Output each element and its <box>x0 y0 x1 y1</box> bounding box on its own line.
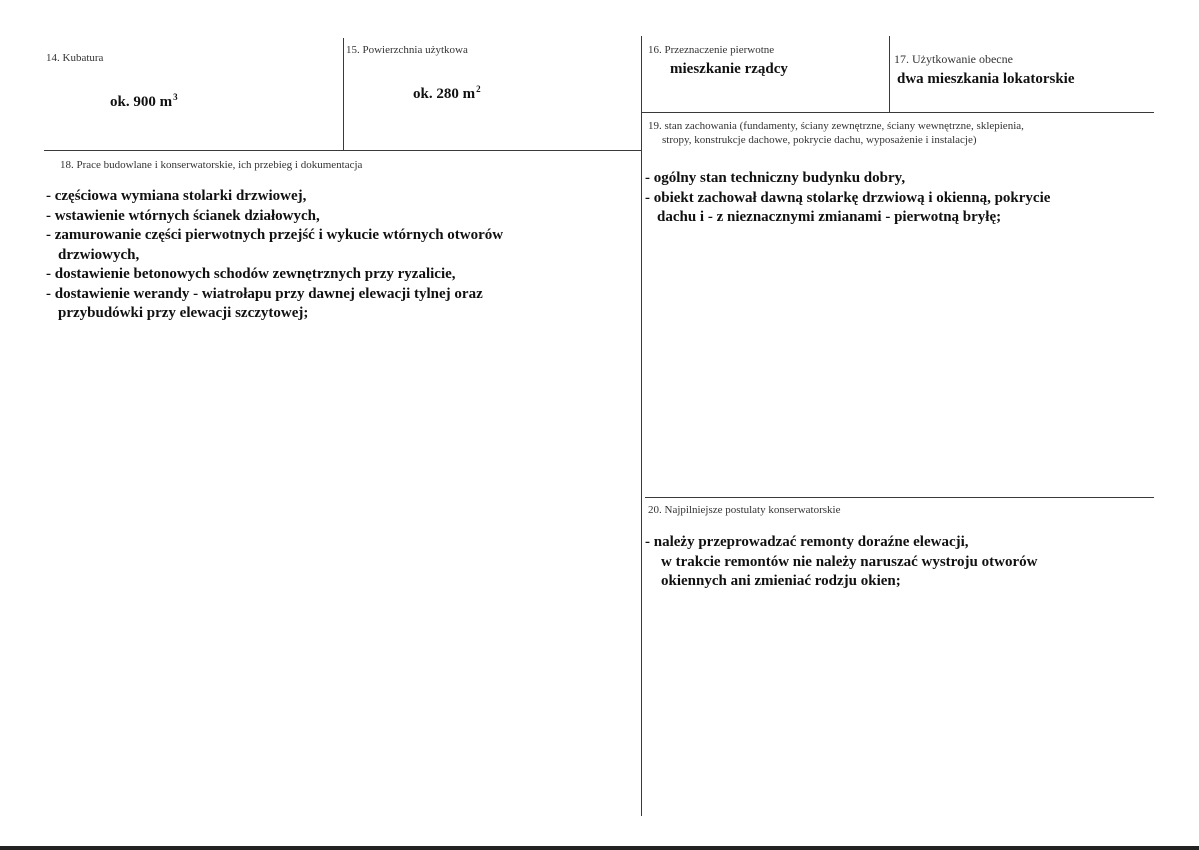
divider-left-horizontal <box>44 150 641 151</box>
field-15-value <box>413 80 481 104</box>
divider-15-16 <box>641 36 642 816</box>
field-20-line: - należy przeprowadzać remonty doraźne elewacji, <box>645 534 969 550</box>
field-20-line: okiennych ani zmieniać rodzju okien; <box>661 573 901 589</box>
field-14-value <box>110 88 178 112</box>
field-18-line: drzwiowych, <box>58 246 140 263</box>
field-18-line: - wstawienie wtórnych ścianek działowych, <box>46 207 320 224</box>
field-17-value: dwa mieszkania lokatorskie <box>897 71 1075 87</box>
field-17-label: 17. Użytkowanie obecne <box>894 52 1013 66</box>
field-18-line: - zamurowanie części pierwotnych przejść i wykucie wtórnych otworów <box>46 227 504 243</box>
field-20-list <box>645 533 1037 592</box>
divider-right-mid-horizontal <box>645 497 1154 498</box>
field-15-label: 15. Powierzchnia użytkowa <box>346 44 468 56</box>
field-18-list <box>46 187 503 324</box>
field-16-label: 16. Przeznaczenie pierwotne <box>648 44 775 56</box>
field-19-line: dachu i - z nieznacznymi zmianami - pierwotną bryłę; <box>657 209 1002 225</box>
field-19-line: - ogólny stan techniczny budynku dobry, <box>645 170 906 186</box>
field-14-label: 14. Kubatura <box>46 52 104 64</box>
field-18-line: - dostawienie werandy - wiatrołapu przy dawnej elewacji tylnej oraz <box>46 285 483 302</box>
field-14-value-text: ok. 900 m <box>110 94 173 110</box>
field-19-line: - obiekt zachował dawną stolarkę drzwiową i okienną, pokrycie <box>645 189 1051 206</box>
field-18-label: 18. Prace budowlane i konserwatorskie, ich przebieg i dokumentacja <box>60 159 363 171</box>
divider-14-15 <box>343 38 344 151</box>
field-16-value: mieszkanie rządcy <box>670 61 788 77</box>
divider-right-top-horizontal <box>641 112 1154 113</box>
field-18-line: - dostawienie betonowych schodów zewnętrznych przy ryzalicie, <box>46 266 456 282</box>
field-19-label-line1: 19. stan zachowania (fundamenty, ściany zewnętrzne, ściany wewnętrzne, sklepienia, <box>648 120 1024 132</box>
field-20-line: w trakcie remontów nie należy naruszać wystroju otworów <box>661 553 1038 570</box>
field-14-unit-superscript: 3 <box>173 92 178 102</box>
divider-16-17 <box>889 36 890 112</box>
field-19-list <box>645 169 1050 228</box>
field-18-line: przybudówki przy elewacji szczytowej; <box>58 305 309 321</box>
scan-bottom-edge <box>0 846 1199 850</box>
field-18-line: - częściowa wymiana stolarki drzwiowej, <box>46 188 307 204</box>
field-20-label: 20. Najpilniejsze postulaty konserwatorskie <box>648 504 841 516</box>
field-15-unit-superscript: 2 <box>476 84 481 94</box>
field-19-label-line2: stropy, konstrukcje dachowe, pokrycie dachu, wyposażenie i instalacje) <box>662 134 977 146</box>
field-15-value-text: ok. 280 m <box>413 86 476 102</box>
